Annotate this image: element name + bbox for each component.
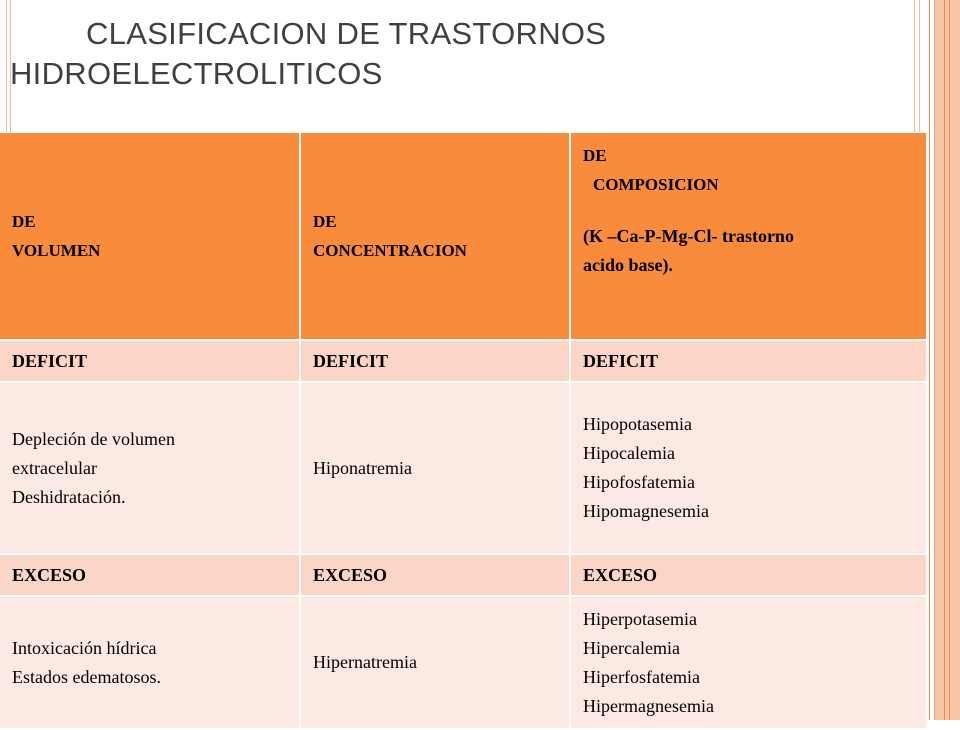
list-item: Hipopotasemia [583, 414, 692, 434]
list-item: Hipernatremia [313, 652, 417, 672]
header-cell-volumen [0, 133, 300, 340]
table-cell [570, 382, 927, 554]
decorative-stripe-line [949, 0, 950, 720]
table-cell [0, 596, 300, 729]
table-cell: DEFICIT [0, 340, 300, 382]
list-item: Hiponatremia [313, 457, 412, 478]
header-text: CONCENTRACION [313, 241, 467, 260]
list-item: extracelular [12, 457, 97, 478]
list-item: Hipofosfatemia [583, 472, 695, 492]
header-cell-concentracion [300, 133, 570, 340]
frame-line [919, 0, 920, 132]
slide-title [10, 14, 915, 94]
table-header-row [0, 133, 927, 340]
table-cell [300, 596, 570, 729]
header-text: DE [583, 146, 607, 165]
decorative-stripe-line [934, 0, 935, 720]
classification-table [0, 133, 928, 730]
header-cell-composicion [570, 133, 927, 340]
list-item: Hipermagnesemia [583, 695, 714, 716]
table-cell: DEFICIT [300, 340, 570, 382]
table-cell: DEFICIT [570, 340, 927, 382]
frame-line [6, 0, 7, 132]
table-row-deficit-items [0, 382, 927, 554]
list-item: Estados edematosos. [12, 666, 161, 687]
table-cell [300, 382, 570, 554]
slide-title-line-1: CLASIFICACION DE TRASTORNOS [86, 16, 607, 51]
slide-title-line-2: HIDROELECTROLITICOS [10, 56, 383, 91]
table-cell: EXCESO [300, 554, 570, 596]
header-text: DE [12, 212, 36, 231]
decorative-stripe-line [944, 0, 945, 720]
list-item: Intoxicación hídrica [12, 637, 157, 658]
header-text: VOLUMEN [12, 241, 101, 260]
table-row-exceso-items [0, 596, 927, 729]
list-item: Hiperfosfatemia [583, 666, 700, 687]
list-item: Depleción de volumen [12, 428, 175, 449]
table-cell: EXCESO [0, 554, 300, 596]
table-row-exceso-label [0, 554, 927, 596]
header-text: COMPOSICION [593, 175, 719, 194]
decorative-stripe-line [929, 0, 930, 720]
header-text: acido base). [583, 255, 673, 275]
header-text: (K –Ca-P-Mg-Cl- trastorno [583, 226, 794, 246]
list-item: Hipercalemia [583, 637, 680, 658]
table-cell [0, 382, 300, 554]
table-cell [570, 596, 927, 729]
table-cell: EXCESO [570, 554, 927, 596]
list-item: Hipocalemia [583, 443, 675, 463]
header-text: DE [313, 212, 337, 231]
table-row-deficit-label [0, 340, 927, 382]
list-item: Hipomagnesemia [583, 501, 709, 521]
list-item: Hiperpotasemia [583, 608, 697, 629]
decorative-stripe [934, 0, 960, 720]
list-item: Deshidratación. [12, 486, 126, 507]
